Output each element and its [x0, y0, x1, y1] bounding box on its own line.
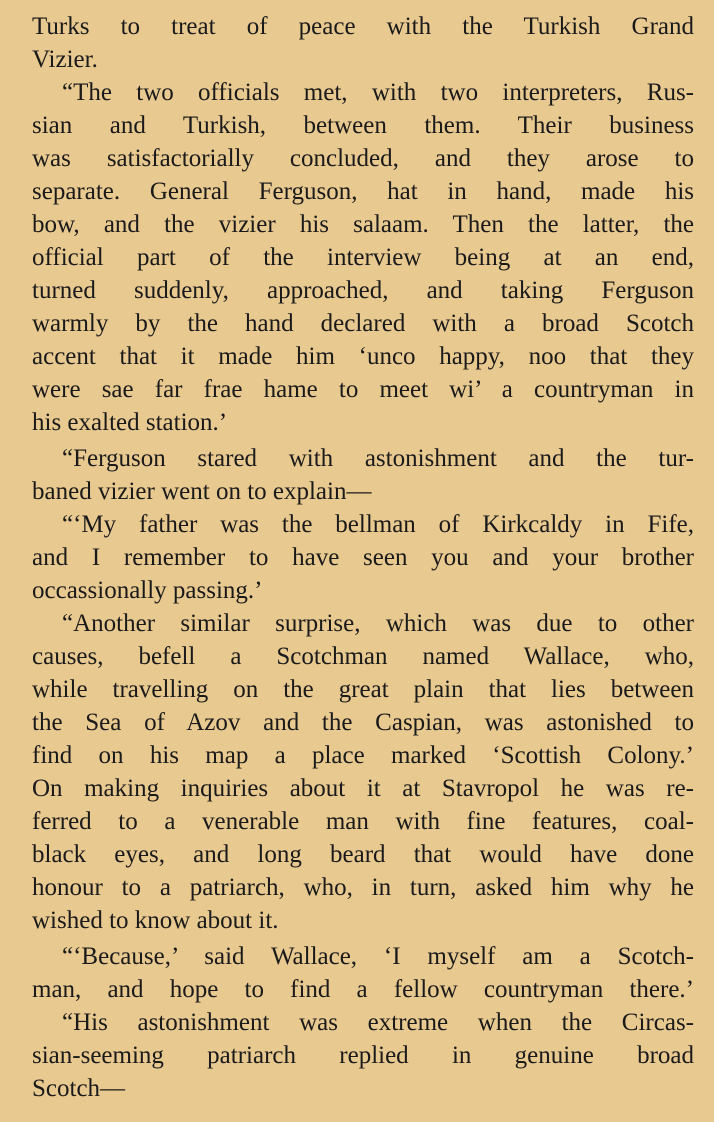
- text-line: turned suddenly, approached, and taking Ferguson: [32, 277, 694, 304]
- text-line: find on his map a place marked ‘Scottish Colony.’: [32, 742, 694, 769]
- text-line: “‘My father was the bellman of Kirkcaldy in Fife,: [62, 511, 694, 538]
- text-line: On making inquiries about it at Stavropol he was re-: [32, 775, 694, 802]
- text-line: were sae far frae hame to meet wi’ a countryman in: [32, 376, 694, 403]
- text-line: “The two officials met, with two interpreters, Rus-: [62, 79, 694, 106]
- text-line: sian-seeming patriarch replied in genuine broad: [32, 1042, 694, 1069]
- text-line: “Another similar surprise, which was due to other: [62, 610, 694, 637]
- text-line: bow, and the vizier his salaam. Then the latter, the: [32, 211, 694, 238]
- text-line: while travelling on the great plain that lies between: [32, 676, 694, 703]
- text-line: Scotch—: [32, 1075, 126, 1102]
- text-line: Vizier.: [32, 46, 98, 73]
- text-line: separate. General Ferguson, hat in hand, made his: [32, 178, 694, 205]
- text-line: honour to a patriarch, who, in turn, asked him why he: [32, 874, 694, 901]
- text-line: Turks to treat of peace with the Turkish Grand: [32, 13, 694, 40]
- text-line: his exalted station.’: [32, 409, 228, 436]
- text-line: official part of the interview being at an end,: [32, 244, 694, 271]
- text-line: man, and hope to find a fellow countryman there.’: [32, 976, 694, 1003]
- text-line: ferred to a venerable man with fine features, coal-: [32, 808, 694, 835]
- text-line: and I remember to have seen you and your brother: [32, 544, 694, 571]
- text-line: occassionally passing.’: [32, 577, 263, 604]
- text-line: black eyes, and long beard that would have done: [32, 841, 694, 868]
- text-line: “Ferguson stared with astonishment and the tur-: [62, 445, 694, 472]
- text-line: baned vizier went on to explain—: [32, 478, 372, 505]
- text-line: causes, befell a Scotchman named Wallace, who,: [32, 643, 694, 670]
- text-line: accent that it made him ‘unco happy, noo that they: [32, 343, 694, 370]
- text-line: sian and Turkish, between them. Their business: [32, 112, 694, 139]
- text-line: was satisfactorially concluded, and they arose to: [32, 145, 694, 172]
- text-line: “His astonishment was extreme when the Circas-: [62, 1009, 694, 1036]
- text-line: “‘Because,’ said Wallace, ‘I myself am a Scotch-: [62, 943, 694, 970]
- text-line: wished to know about it.: [32, 907, 279, 934]
- text-line: warmly by the hand declared with a broad Scotch: [32, 310, 694, 337]
- text-line: the Sea of Azov and the Caspian, was astonished to: [32, 709, 694, 736]
